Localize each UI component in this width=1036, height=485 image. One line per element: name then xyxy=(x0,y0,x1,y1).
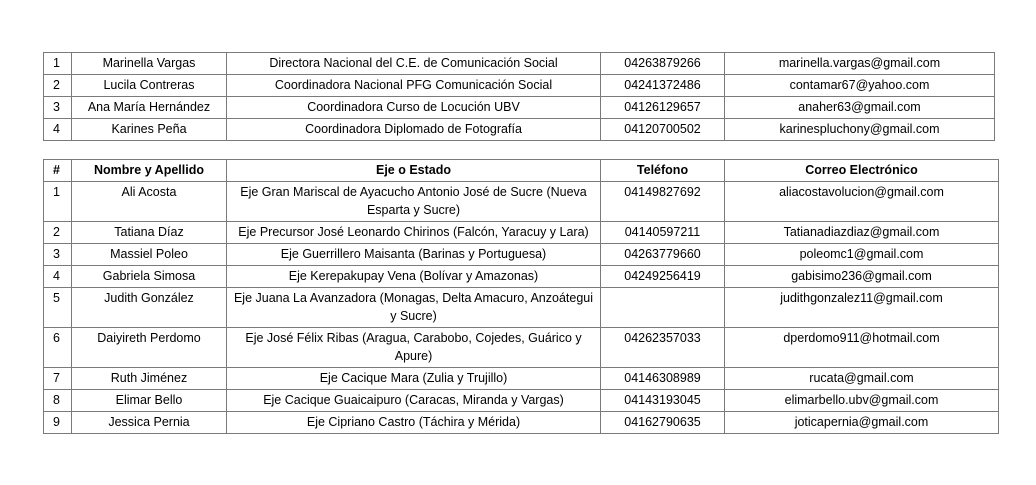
email-address-cell: rucata@gmail.com xyxy=(725,368,999,390)
role-or-axis-cell: Coordinadora Diplomado de Fotografía xyxy=(227,119,601,141)
table-row xyxy=(44,368,999,390)
role-or-axis-cell: Eje Guerrillero Maisanta (Barinas y Portuguesa) xyxy=(227,244,601,266)
regional-contacts-table-body xyxy=(44,182,999,434)
role-or-axis-cell: Eje Cacique Mara (Zulia y Trujillo) xyxy=(227,368,601,390)
role-or-axis-cell: Eje José Félix Ribas (Aragua, Carabobo, Cojedes, Guárico y Apure) xyxy=(227,328,601,368)
email-address-cell: aliacostavolucion@gmail.com xyxy=(725,182,999,222)
phone-number-cell: 04263879266 xyxy=(601,53,725,75)
table-row xyxy=(44,222,999,244)
person-name-cell: Jessica Pernia xyxy=(72,412,227,434)
row-number-cell: 4 xyxy=(44,119,72,141)
row-number-cell: 6 xyxy=(44,328,72,368)
phone-number-cell: 04146308989 xyxy=(601,368,725,390)
person-name-cell: Massiel Poleo xyxy=(72,244,227,266)
person-name-cell: Elimar Bello xyxy=(72,390,227,412)
email-address-cell: elimarbello.ubv@gmail.com xyxy=(725,390,999,412)
table-row xyxy=(44,266,999,288)
coordinators-table xyxy=(43,52,995,141)
person-name-cell: Lucila Contreras xyxy=(72,75,227,97)
row-number-cell: 3 xyxy=(44,97,72,119)
row-number-cell: 4 xyxy=(44,266,72,288)
header-name: Nombre y Apellido xyxy=(72,160,227,182)
table-row xyxy=(44,328,999,368)
header-number: # xyxy=(44,160,72,182)
row-number-cell: 2 xyxy=(44,75,72,97)
email-address-cell: joticapernia@gmail.com xyxy=(725,412,999,434)
role-or-axis-cell: Eje Kerepakupay Vena (Bolívar y Amazonas) xyxy=(227,266,601,288)
table-header-row xyxy=(44,160,999,182)
email-address-cell: poleomc1@gmail.com xyxy=(725,244,999,266)
phone-number-cell: 04143193045 xyxy=(601,390,725,412)
person-name-cell: Ruth Jiménez xyxy=(72,368,227,390)
phone-number-cell: 04149827692 xyxy=(601,182,725,222)
role-or-axis-cell: Eje Cacique Guaicaipuro (Caracas, Miranda y Vargas) xyxy=(227,390,601,412)
phone-number-cell: 04120700502 xyxy=(601,119,725,141)
role-or-axis-cell: Coordinadora Curso de Locución UBV xyxy=(227,97,601,119)
role-or-axis-cell: Eje Gran Mariscal de Ayacucho Antonio José de Sucre (Nueva Esparta y Sucre) xyxy=(227,182,601,222)
person-name-cell: Tatiana Díaz xyxy=(72,222,227,244)
email-address-cell: gabisimo236@gmail.com xyxy=(725,266,999,288)
email-address-cell: Tatianadiazdiaz@gmail.com xyxy=(725,222,999,244)
phone-number-cell: 04263779660 xyxy=(601,244,725,266)
email-address-cell: contamar67@yahoo.com xyxy=(725,75,995,97)
role-or-axis-cell: Directora Nacional del C.E. de Comunicación Social xyxy=(227,53,601,75)
row-number-cell: 1 xyxy=(44,53,72,75)
table-row xyxy=(44,97,995,119)
email-address-cell: karinespluchony@gmail.com xyxy=(725,119,995,141)
role-or-axis-cell: Eje Juana La Avanzadora (Monagas, Delta Amacuro, Anzoátegui y Sucre) xyxy=(227,288,601,328)
row-number-cell: 5 xyxy=(44,288,72,328)
phone-number-cell: 04140597211 xyxy=(601,222,725,244)
phone-number-cell: 04262357033 xyxy=(601,328,725,368)
phone-number-cell xyxy=(601,288,725,328)
person-name-cell: Judith González xyxy=(72,288,227,328)
person-name-cell: Daiyireth Perdomo xyxy=(72,328,227,368)
header-email: Correo Electrónico xyxy=(725,160,999,182)
person-name-cell: Ana María Hernández xyxy=(72,97,227,119)
coordinators-table-body xyxy=(44,53,995,141)
table-row xyxy=(44,119,995,141)
role-or-axis-cell: Eje Cipriano Castro (Táchira y Mérida) xyxy=(227,412,601,434)
phone-number-cell: 04162790635 xyxy=(601,412,725,434)
table-row xyxy=(44,390,999,412)
row-number-cell: 2 xyxy=(44,222,72,244)
table-row xyxy=(44,53,995,75)
table-row xyxy=(44,288,999,328)
header-axis-state: Eje o Estado xyxy=(227,160,601,182)
person-name-cell: Marinella Vargas xyxy=(72,53,227,75)
row-number-cell: 3 xyxy=(44,244,72,266)
email-address-cell: dperdomo911@hotmail.com xyxy=(725,328,999,368)
row-number-cell: 1 xyxy=(44,182,72,222)
email-address-cell: marinella.vargas@gmail.com xyxy=(725,53,995,75)
person-name-cell: Ali Acosta xyxy=(72,182,227,222)
table-row xyxy=(44,412,999,434)
table-row xyxy=(44,75,995,97)
phone-number-cell: 04249256419 xyxy=(601,266,725,288)
phone-number-cell: 04126129657 xyxy=(601,97,725,119)
person-name-cell: Gabriela Simosa xyxy=(72,266,227,288)
phone-number-cell: 04241372486 xyxy=(601,75,725,97)
table-row xyxy=(44,244,999,266)
row-number-cell: 8 xyxy=(44,390,72,412)
email-address-cell: judithgonzalez11@gmail.com xyxy=(725,288,999,328)
role-or-axis-cell: Coordinadora Nacional PFG Comunicación Social xyxy=(227,75,601,97)
row-number-cell: 9 xyxy=(44,412,72,434)
email-address-cell: anaher63@gmail.com xyxy=(725,97,995,119)
header-phone: Teléfono xyxy=(601,160,725,182)
row-number-cell: 7 xyxy=(44,368,72,390)
table-row xyxy=(44,182,999,222)
person-name-cell: Karines Peña xyxy=(72,119,227,141)
regional-contacts-table xyxy=(43,159,999,434)
role-or-axis-cell: Eje Precursor José Leonardo Chirinos (Falcón, Yaracuy y Lara) xyxy=(227,222,601,244)
